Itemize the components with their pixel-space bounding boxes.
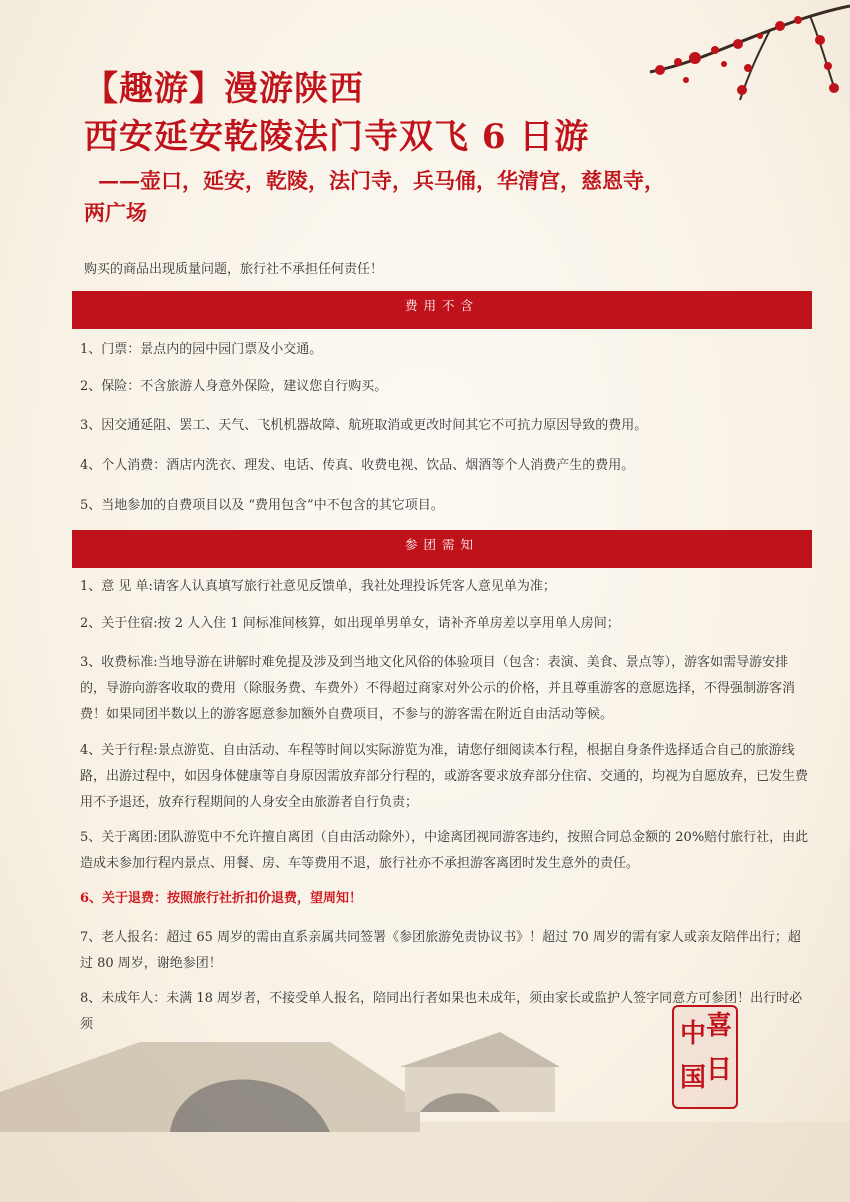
tour-header [84,65,810,229]
notice-item: 8、未成年人：未满 18 周岁者，不接受单人报名，陪同出行者如果也未成年，须由家长或监护人签字同意方可参团！出行时必须 [80,991,803,1032]
subtitle-line2: 两广场 [84,200,147,225]
notice-item: 5、关于离团:团队游览中不允许擅自离团（自由活动除外），中途离团视同游客违约，按照合同总金额的 20%赔付旅行社，由此造成未参加行程内景点、用餐、房、车等费用不退，旅行社亦不承担游客离团时发生意外的责任。 [80,830,809,871]
seal-char: 国 [680,1063,707,1093]
tour-title-line2: 西安延安乾陵法门寺双飞 6 日游 [84,117,590,157]
notice-item: 3、收费标准:当地导游在讲解时难免提及涉及到当地文化风俗的体验项目（包含：表演、美食、景点等），游客如需导游安排的，导游向游客收取的费用（除服务费、车费外）不得超过商家对外公示的价格，并且尊重游客的意愿选择，不得强制游客消费！如果同团半数以上的游客愿意参加额外自费项目，不参与的游客需在附近自由活动等候。 [80,655,796,722]
tour-title-line1: 【趣游】漫游陕西 [84,69,364,109]
notice-item-refund: 6、关于退费：按照旅行社折扣价退费，望周知！ [80,891,363,906]
section-heading-notice: 参团需知 [72,530,812,568]
notice-item: 4、关于行程:景点游览、自由活动、车程等时间以实际游览为准，请您仔细阅读本行程，根据自身条件选择适合自己的旅游线路，出游过程中，如因身体健康等自身原因需放弃部分行程的，或游客要求放弃部分住宿、交通的，均视为自愿放弃，已发生费用不予退还，放弃行程期间的人身安全由旅游者自行负责； [80,743,809,810]
excluded-item: 4、个人消费：酒店内洗衣、理发、电话、传真、收费电视、饮品、烟酒等个人消费产生的费用。 [80,458,635,473]
disclaimer-text: 购买的商品出现质量问题，旅行社不承担任何责任！ [84,262,384,277]
excluded-item: 5、当地参加的自费项目以及 “费用包含”中不包含的其它项目。 [80,498,444,513]
subtitle-line1: ——壶口，延安，乾陵，法门寺，兵马俑，华清宫，慈恩寺， [98,168,665,193]
excluded-item: 3、因交通延阻、罢工、天气、飞机机器故障、航班取消或更改时间其它不可抗力原因导致的费用。 [80,418,648,433]
tour-subtitle [84,165,810,229]
notice-item: 7、老人报名：超过 65 周岁的需由直系亲属共同签署《参团旅游免责协议书》！超过 70 周岁的需有家人或亲友陪伴出行；超过 80 周岁，谢绝参团！ [80,930,801,971]
seal-char: 中 [680,1019,707,1049]
excluded-item: 2、保险：不含旅游人身意外保险，建议您自行购买。 [80,379,388,394]
seal-char: 日 [706,1055,733,1085]
notice-item: 1、意 见 单:请客人认真填写旅行社意见反馈单，我社处理投诉凭客人意见单为准； [80,579,556,594]
excluded-item: 1、门票：景点内的园中园门票及小交通。 [80,342,323,357]
notice-item: 2、关于住宿:按 2 人入住 1 间标准间核算，如出现单男单女，请补齐单房差以享用单人房间； [80,616,620,631]
seal-char: 喜 [706,1011,733,1041]
section-heading-excluded: 费用不含 [72,291,812,329]
